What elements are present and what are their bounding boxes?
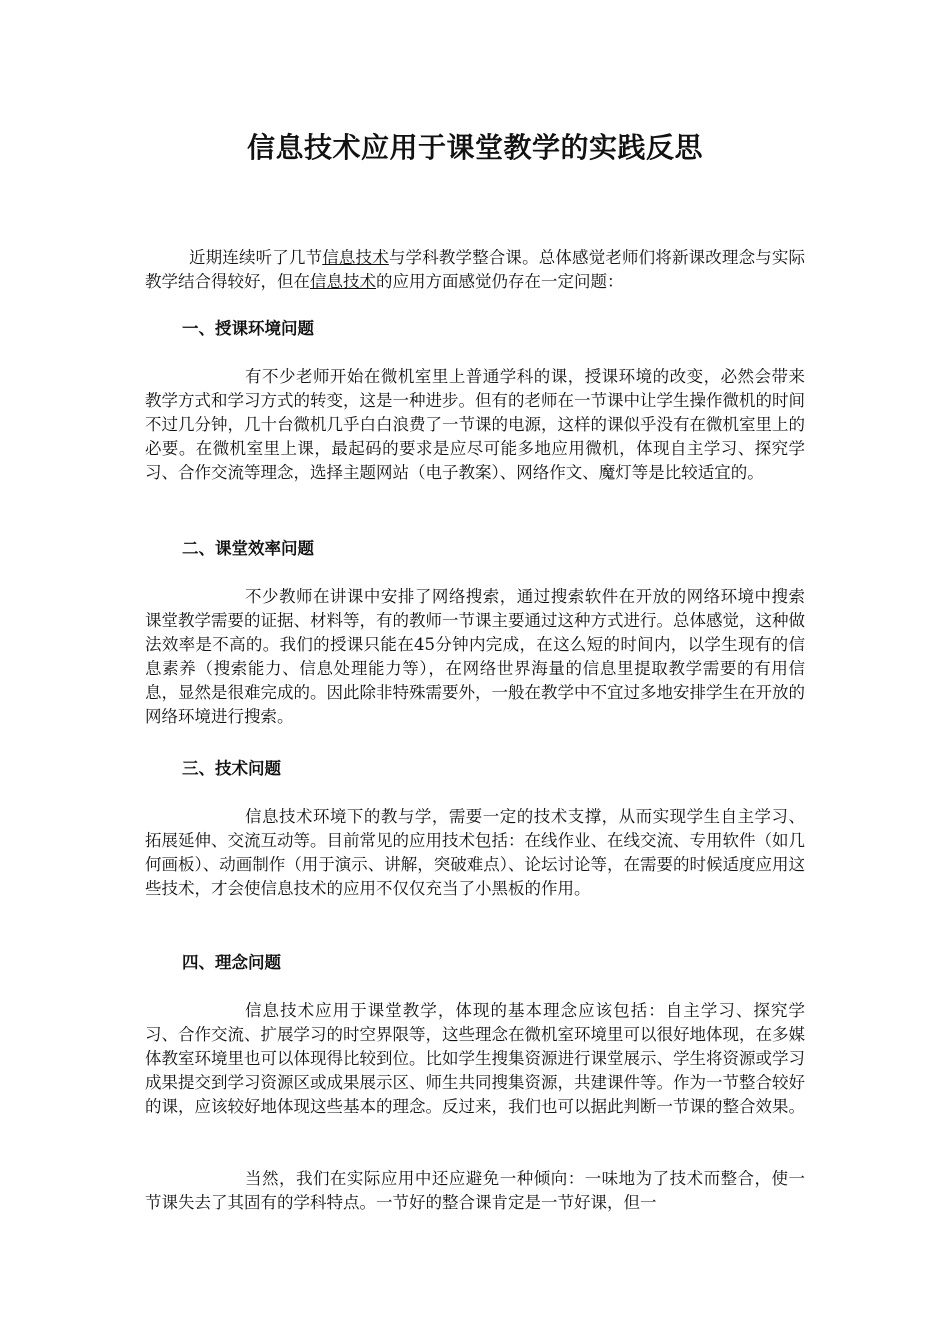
document-title: 信息技术应用于课堂教学的实践反思 <box>246 131 703 164</box>
info-tech-link-1[interactable]: 信息技术 <box>322 248 389 267</box>
intro-text-2: 与学科教学整合课。总体感觉老师们将新课改理念与实际教学结合得较好，但在 <box>145 248 806 291</box>
intro-text-3: 的应用方面感觉仍存在一定问题： <box>376 272 624 291</box>
closing-paragraph: 当然，我们在实际应用中还应避免一种倾向：一味地为了技术而整合，使一节课失去了其固有的学科特点。一节好的整合课肯定是一节好课，但一 <box>145 1169 805 1212</box>
section-paragraph-4: 信息技术应用于课堂教学，体现的基本理念应该包括：自主学习、探究学习、合作交流、扩展学习的时空界限等，这些理念在微机室环境里可以很好地体现，在多媒体教室环境里也可以体现得比较到位。比如学生搜集资源进行课堂展示、学生将资源或学习成果提交到学习资源区或成果展示区、师生共同搜集资源，共建课件等。作为一节整合较好的课，应该较好地体现这些基本的理念。反过来，我们也可以据此判断一节课的整合效果。 <box>145 1001 805 1116</box>
intro-paragraph <box>145 246 805 294</box>
info-tech-link-2[interactable]: 信息技术 <box>310 272 376 291</box>
section-heading-4: 四、理念问题 <box>182 953 281 972</box>
section-heading-3: 三、技术问题 <box>182 759 281 778</box>
section-paragraph-1: 有不少老师开始在微机室里上普通学科的课，授课环境的改变，必然会带来教学方式和学习方式的转变，这是一种进步。但有的老师在一节课中让学生操作微机的时间不过几分钟，几十台微机几乎白白浪费了一节课的电源，这样的课似乎没有在微机室里上的必要。在微机室里上课，最起码的要求是应尽可能多地应用微机，体现自主学习、探究学习、合作交流等理念，选择主题网站（电子教案）、网络作文、魔灯等是比较适宜的。 <box>145 367 805 482</box>
section-paragraph-3: 信息技术环境下的教与学，需要一定的技术支撑，从而实现学生自主学习、拓展延伸、交流互动等。目前常见的应用技术包括：在线作业、在线交流、专用软件（如几何画板）、动画制作（用于演示、讲解，突破难点）、论坛讨论等，在需要的时候适度应用这些技术，才会使信息技术的应用不仅仅充当了小黑板的作用。 <box>145 807 805 898</box>
section-heading-2: 二、课堂效率问题 <box>182 539 314 558</box>
section-heading-1: 一、授课环境问题 <box>182 319 314 338</box>
section-paragraph-2: 不少教师在讲课中安排了网络搜索，通过搜索软件在开放的网络环境中搜索课堂教学需要的证据、材料等，有的教师一节课主要通过这种方式进行。总体感觉，这种做法效率是不高的。我们的授课只能在45分钟内完成，在这么短的时间内，以学生现有的信息素养（搜索能力、信息处理能力等），在网络世界海量的信息里提取教学需要的有用信息，显然是很难完成的。因此除非特殊需要外，一般在教学中不宜过多地安排学生在开放的网络环境进行搜索。 <box>145 587 805 726</box>
intro-text-1: 近期连续听了几节 <box>189 248 323 267</box>
